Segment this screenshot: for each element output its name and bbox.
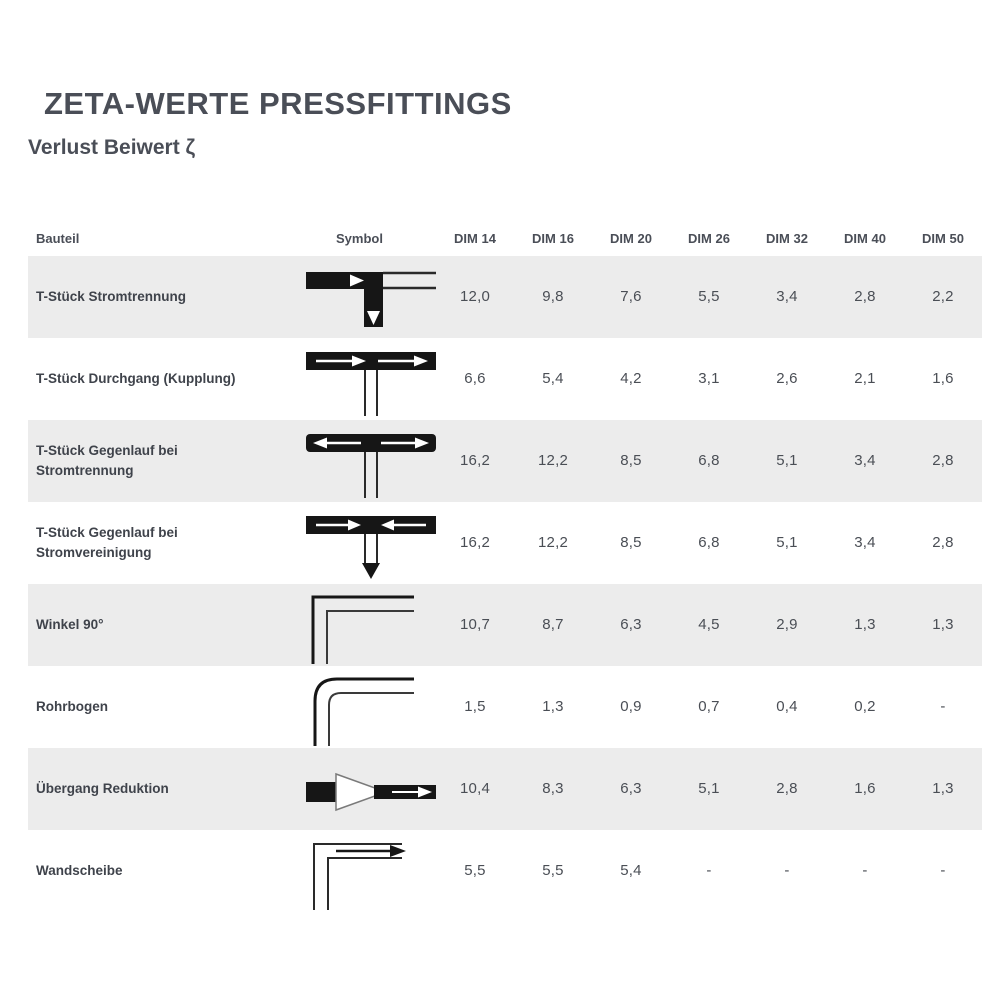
- row-label: Übergang Reduktion: [36, 780, 169, 796]
- zeta-value-dim16: 8,7: [542, 616, 564, 634]
- row-label: T-Stück Gegenlauf bei Stromtrennung: [36, 442, 178, 478]
- row-label: Winkel 90°: [36, 616, 104, 632]
- zeta-value-dim40: 1,3: [854, 616, 876, 634]
- zeta-value-dim32: 5,1: [776, 452, 798, 470]
- zeta-value-dim16: 9,8: [542, 288, 564, 306]
- table-header-row: [28, 214, 982, 256]
- zeta-value-dim32: 3,4: [776, 288, 798, 306]
- table-row-winkel-90: [28, 584, 982, 666]
- zeta-value-dim20: 0,9: [620, 698, 642, 716]
- elbow-90-symbol-icon: [306, 584, 436, 666]
- zeta-value-dim14: 16,2: [460, 534, 490, 552]
- column-header-dim32: DIM 32: [766, 230, 808, 246]
- zeta-value-dim20: 7,6: [620, 288, 642, 306]
- zeta-value-dim50: 1,6: [932, 370, 954, 388]
- zeta-value-dim50: 1,3: [932, 780, 954, 798]
- zeta-value-dim50: -: [940, 698, 946, 716]
- zeta-value-dim50: -: [940, 862, 946, 880]
- zeta-value-dim20: 8,5: [620, 534, 642, 552]
- zeta-values-table: [28, 214, 982, 912]
- column-header-dim50: DIM 50: [922, 230, 964, 246]
- zeta-value-dim14: 10,4: [460, 780, 490, 798]
- zeta-value-dim40: 3,4: [854, 534, 876, 552]
- zeta-value-dim50: 1,3: [932, 616, 954, 634]
- zeta-value-dim16: 5,5: [542, 862, 564, 880]
- zeta-value-dim32: 5,1: [776, 534, 798, 552]
- zeta-value-dim26: 6,8: [698, 452, 720, 470]
- column-header-dim20: DIM 20: [610, 230, 652, 246]
- column-header-dim40: DIM 40: [844, 230, 886, 246]
- reducer-symbol-icon: [306, 748, 436, 830]
- pipe-bend-symbol-icon: [306, 666, 436, 748]
- zeta-value-dim26: 5,5: [698, 288, 720, 306]
- zeta-value-dim32: -: [784, 862, 790, 880]
- zeta-value-dim26: 3,1: [698, 370, 720, 388]
- zeta-value-dim40: 1,6: [854, 780, 876, 798]
- zeta-value-dim14: 6,6: [464, 370, 486, 388]
- row-label: T-Stück Stromtrennung: [36, 288, 187, 304]
- column-header-bauteil: Bauteil: [36, 230, 80, 246]
- table-row-t-stueck-stromtrennung: [28, 256, 982, 338]
- zeta-value-dim40: -: [862, 862, 868, 880]
- table-row-wandscheibe: [28, 830, 982, 912]
- zeta-value-dim14: 12,0: [460, 288, 490, 306]
- zeta-value-dim40: 2,8: [854, 288, 876, 306]
- zeta-value-dim50: 2,8: [932, 534, 954, 552]
- tee-counterflow-merge-symbol-icon: [306, 502, 436, 584]
- zeta-value-dim14: 5,5: [464, 862, 486, 880]
- zeta-value-dim40: 3,4: [854, 452, 876, 470]
- wall-plate-symbol-icon: [306, 830, 436, 912]
- zeta-value-dim26: 0,7: [698, 698, 720, 716]
- zeta-value-dim40: 2,1: [854, 370, 876, 388]
- table-row-t-stueck-gegenlauf-stromvereinigung: [28, 502, 982, 584]
- zeta-value-dim20: 5,4: [620, 862, 642, 880]
- zeta-value-dim16: 1,3: [542, 698, 564, 716]
- zeta-value-dim14: 1,5: [464, 698, 486, 716]
- zeta-value-dim50: 2,8: [932, 452, 954, 470]
- zeta-value-dim50: 2,2: [932, 288, 954, 306]
- zeta-value-dim20: 6,3: [620, 780, 642, 798]
- zeta-value-dim32: 2,9: [776, 616, 798, 634]
- zeta-value-dim20: 6,3: [620, 616, 642, 634]
- column-header-dim26: DIM 26: [688, 230, 730, 246]
- zeta-value-dim16: 12,2: [538, 534, 568, 552]
- zeta-value-dim14: 10,7: [460, 616, 490, 634]
- table-row-rohrbogen: [28, 666, 982, 748]
- table-row-uebergang-reduktion: [28, 748, 982, 830]
- tee-flow-through-symbol-icon: [306, 338, 436, 420]
- zeta-value-dim26: -: [706, 862, 712, 880]
- zeta-value-dim20: 8,5: [620, 452, 642, 470]
- zeta-value-dim20: 4,2: [620, 370, 642, 388]
- tee-flow-split-symbol-icon: [306, 256, 436, 338]
- page-title: ZETA-WERTE PRESSFITTINGS: [44, 86, 512, 121]
- column-header-dim16: DIM 16: [532, 230, 574, 246]
- zeta-value-dim14: 16,2: [460, 452, 490, 470]
- zeta-value-dim26: 6,8: [698, 534, 720, 552]
- zeta-value-dim16: 12,2: [538, 452, 568, 470]
- row-label: T-Stück Gegenlauf bei Stromvereinigung: [36, 524, 178, 560]
- zeta-value-dim40: 0,2: [854, 698, 876, 716]
- page-subtitle: Verlust Beiwert ζ: [28, 135, 196, 159]
- zeta-value-dim26: 4,5: [698, 616, 720, 634]
- zeta-value-dim26: 5,1: [698, 780, 720, 798]
- zeta-value-dim16: 5,4: [542, 370, 564, 388]
- column-header-symbol: Symbol: [336, 230, 383, 246]
- column-header-dim14: DIM 14: [454, 230, 496, 246]
- zeta-value-dim16: 8,3: [542, 780, 564, 798]
- row-label: Rohrbogen: [36, 698, 108, 714]
- row-label: T-Stück Durchgang (Kupplung): [36, 370, 236, 386]
- zeta-value-dim32: 2,8: [776, 780, 798, 798]
- zeta-value-dim32: 0,4: [776, 698, 798, 716]
- table-row-t-stueck-gegenlauf-stromtrennung: [28, 420, 982, 502]
- table-row-t-stueck-durchgang: [28, 338, 982, 420]
- zeta-value-dim32: 2,6: [776, 370, 798, 388]
- row-label: Wandscheibe: [36, 862, 123, 878]
- tee-counterflow-split-symbol-icon: [306, 420, 436, 502]
